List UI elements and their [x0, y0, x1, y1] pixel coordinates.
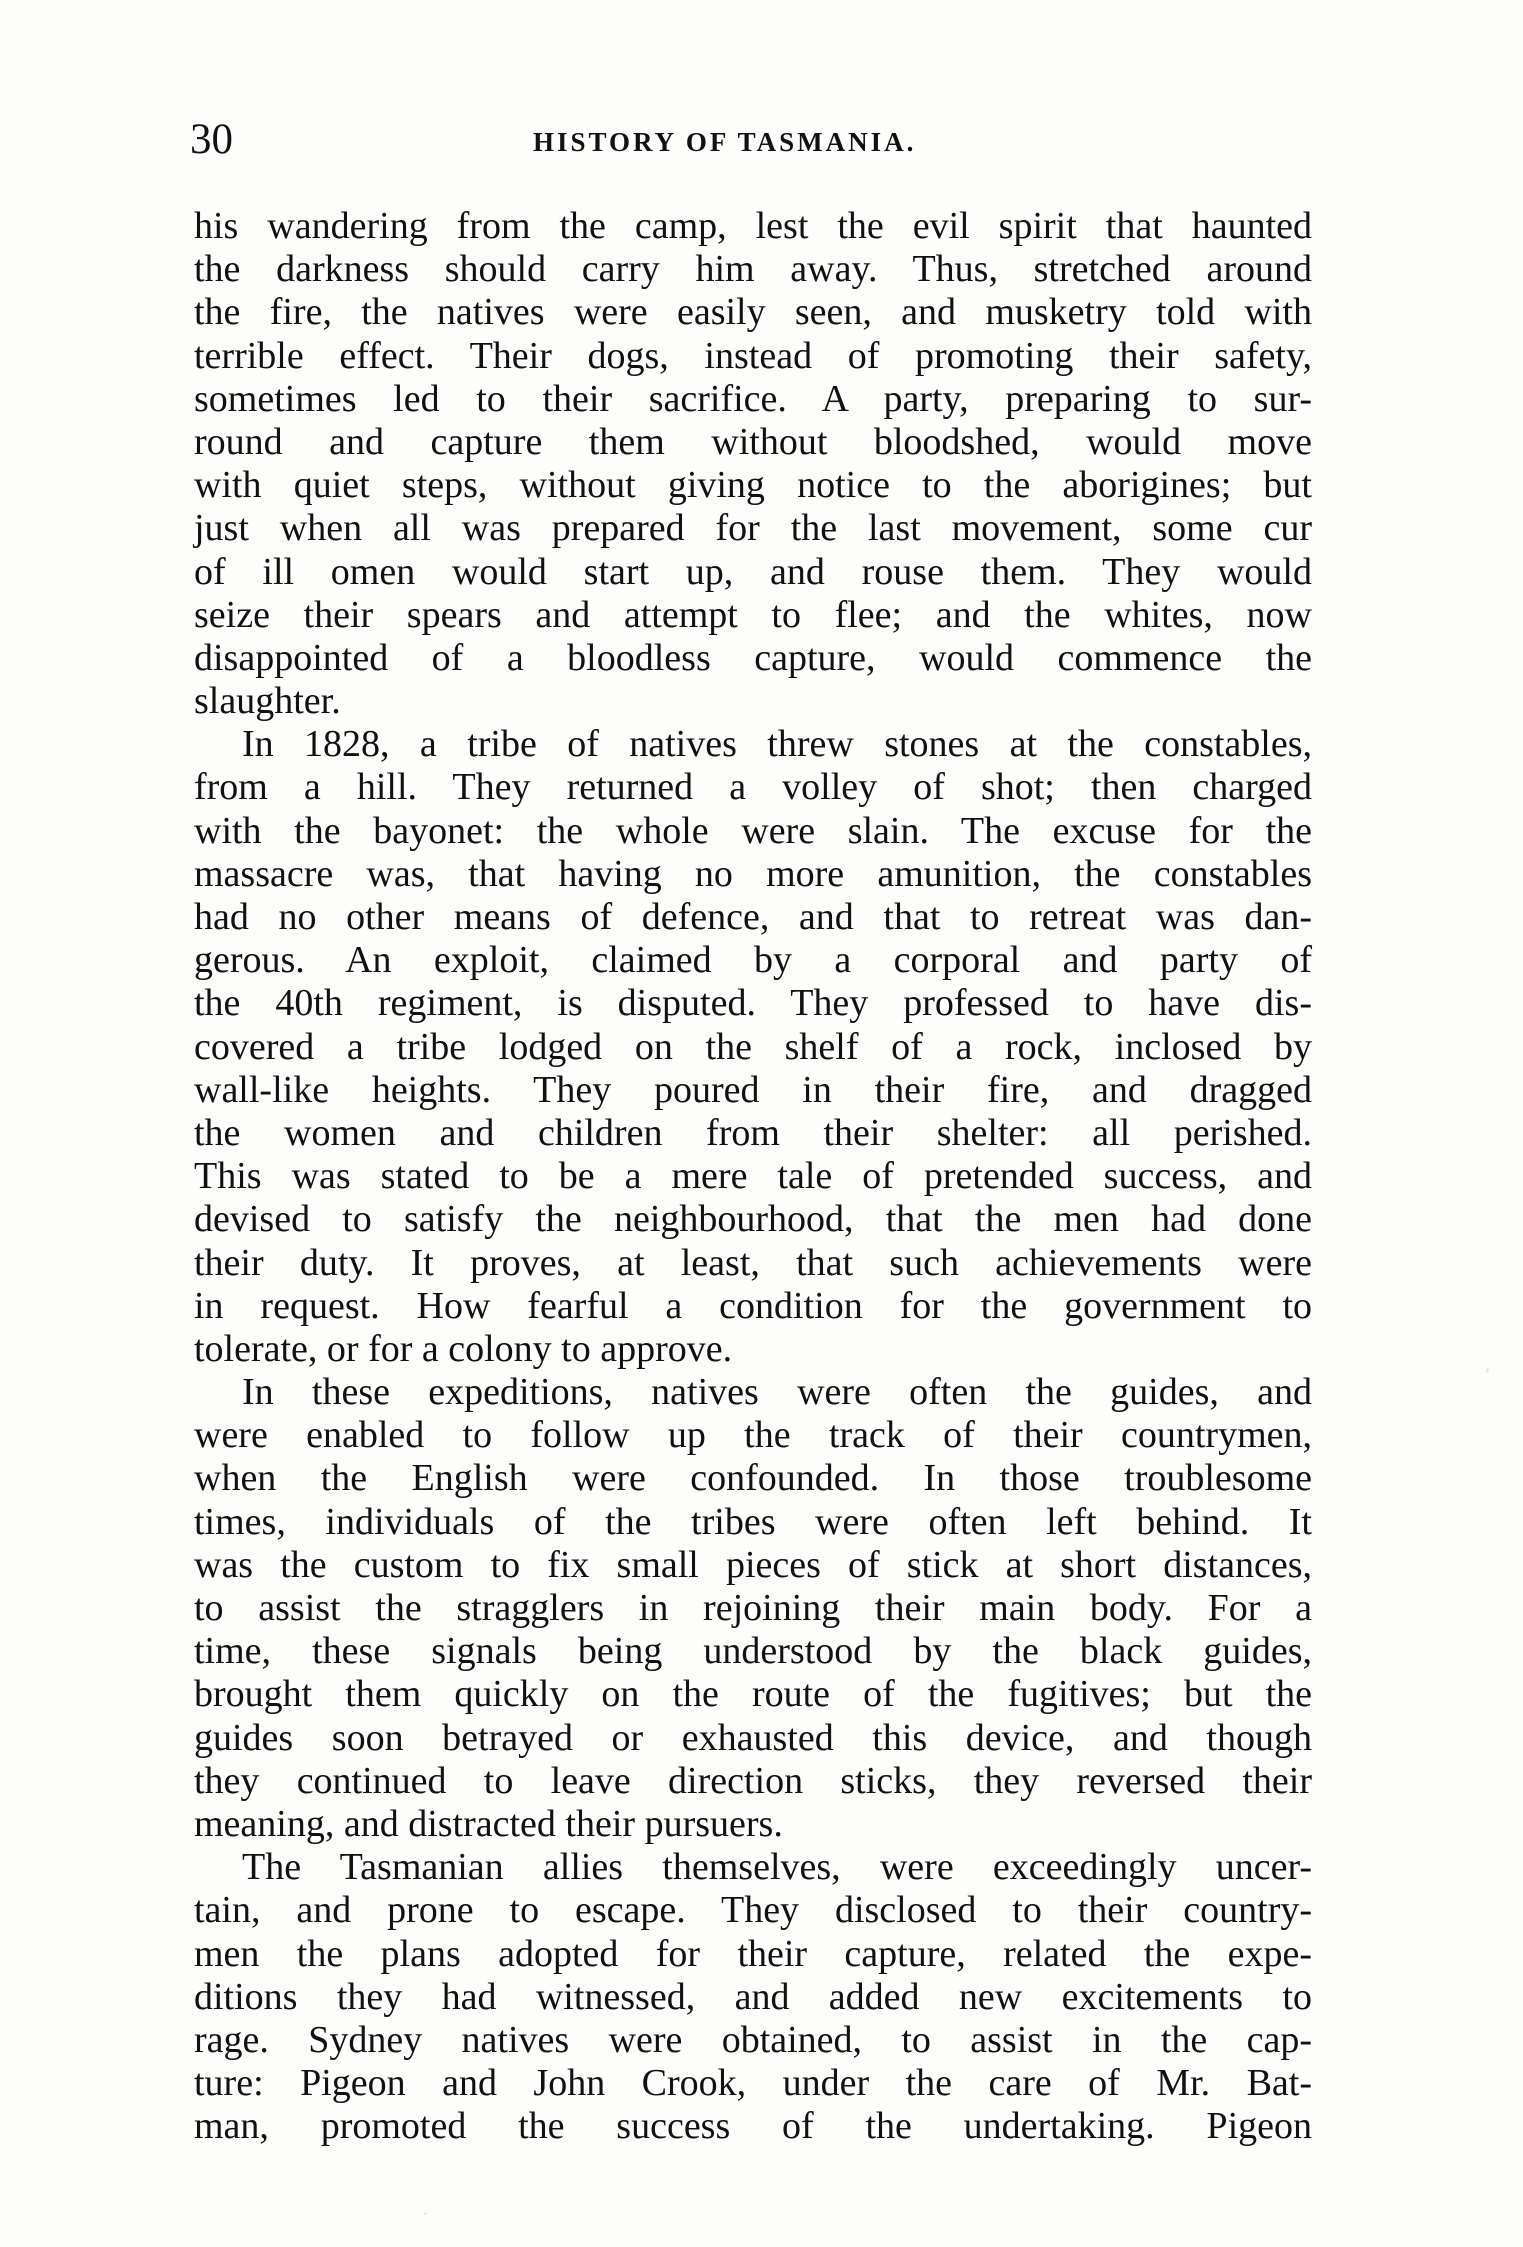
- text-line: their duty. It proves, at least, that such achievements were: [194, 1241, 1312, 1284]
- page-number: 30: [190, 116, 233, 163]
- text-line: ture: Pigeon and John Crook, under the care of Mr. Bat-: [194, 2062, 1312, 2105]
- text-line: guides soon betrayed or exhausted this device, and though: [194, 1716, 1312, 1759]
- text-line: In 1828, a tribe of natives threw stones at the constables,: [242, 723, 1312, 766]
- text-line: disappointed of a bloodless capture, would commence the: [194, 636, 1312, 679]
- text-line: when the English were confounded. In those troublesome: [194, 1457, 1312, 1500]
- text-line: man, promoted the success of the undertaking. Pigeon: [194, 2105, 1312, 2148]
- page-speck: [424, 2212, 427, 2215]
- text-line: from a hill. They returned a volley of shot; then charged: [194, 766, 1312, 809]
- text-line: had no other means of defence, and that to retreat was dan-: [194, 896, 1312, 938]
- text-line: men the plans adopted for their capture, related the expe-: [194, 1932, 1312, 1975]
- body-text: [194, 205, 1312, 2148]
- text-line: meaning, and distracted their pursuers.: [194, 1802, 783, 1845]
- text-line: gerous. An exploit, claimed by a corporal and party of: [194, 939, 1312, 982]
- text-line: was the custom to fix small pieces of stick at short distances,: [194, 1543, 1312, 1586]
- text-line: ditions they had witnessed, and added new excitements to: [194, 1975, 1312, 2018]
- text-line: devised to satisfy the neighbourhood, that the men had done: [194, 1198, 1312, 1241]
- text-line: to assist the stragglers in rejoining their main body. For a: [194, 1587, 1312, 1629]
- text-line: were enabled to follow up the track of their countrymen,: [194, 1414, 1312, 1457]
- text-line: the women and children from their shelter: all perished.: [194, 1111, 1312, 1154]
- running-head: [190, 110, 1310, 170]
- text-line: times, individuals of the tribes were often left behind. It: [194, 1500, 1312, 1543]
- text-line: covered a tribe lodged on the shelf of a rock, inclosed by: [194, 1025, 1312, 1068]
- text-line: just when all was prepared for the last movement, some cur: [194, 507, 1312, 550]
- text-line: rage. Sydney natives were obtained, to assist in the cap-: [194, 2018, 1312, 2061]
- text-line: The Tasmanian allies themselves, were exceedingly uncer-: [242, 1846, 1312, 1889]
- text-line: tolerate, or for a colony to approve.: [194, 1327, 733, 1370]
- text-line: his wandering from the camp, lest the evil spirit that haunted: [194, 205, 1312, 247]
- text-line: sometimes led to their sacrifice. A party, preparing to sur-: [194, 377, 1312, 420]
- text-line: the fire, the natives were easily seen, and musketry told with: [194, 291, 1312, 334]
- running-title: HISTORY OF TASMANIA.: [533, 127, 917, 157]
- text-line: terrible effect. Their dogs, instead of promoting their safety,: [194, 334, 1312, 377]
- text-line: in request. How fearful a condition for the government to: [194, 1284, 1312, 1327]
- text-line: seize their spears and attempt to flee; and the whites, now: [194, 593, 1312, 636]
- text-line: with quiet steps, without giving notice to the aborigines; but: [194, 464, 1312, 507]
- text-line: wall-like heights. They poured in their fire, and dragged: [194, 1068, 1312, 1111]
- text-line: This was stated to be a mere tale of pretended success, and: [194, 1155, 1312, 1198]
- text-line: of ill omen would start up, and rouse them. They would: [194, 550, 1312, 593]
- text-line: time, these signals being understood by the black guides,: [194, 1630, 1312, 1673]
- text-line: tain, and prone to escape. They disclosed to their country-: [194, 1889, 1312, 1932]
- text-line: brought them quickly on the route of the fugitives; but the: [194, 1673, 1312, 1716]
- text-line: they continued to leave direction sticks, they reversed their: [194, 1759, 1312, 1802]
- text-line: massacre was, that having no more amunition, the constables: [194, 852, 1312, 895]
- text-line: round and capture them without bloodshed, would move: [194, 420, 1312, 463]
- text-line: the 40th regiment, is disputed. They professed to have dis-: [194, 982, 1312, 1025]
- text-line: In these expeditions, natives were often the guides, and: [242, 1371, 1312, 1414]
- text-line: slaughter.: [194, 680, 341, 723]
- page-speck: [1486, 1368, 1489, 1373]
- text-line: with the bayonet: the whole were slain. The excuse for the: [194, 809, 1312, 852]
- text-line: the darkness should carry him away. Thus, stretched around: [194, 248, 1312, 291]
